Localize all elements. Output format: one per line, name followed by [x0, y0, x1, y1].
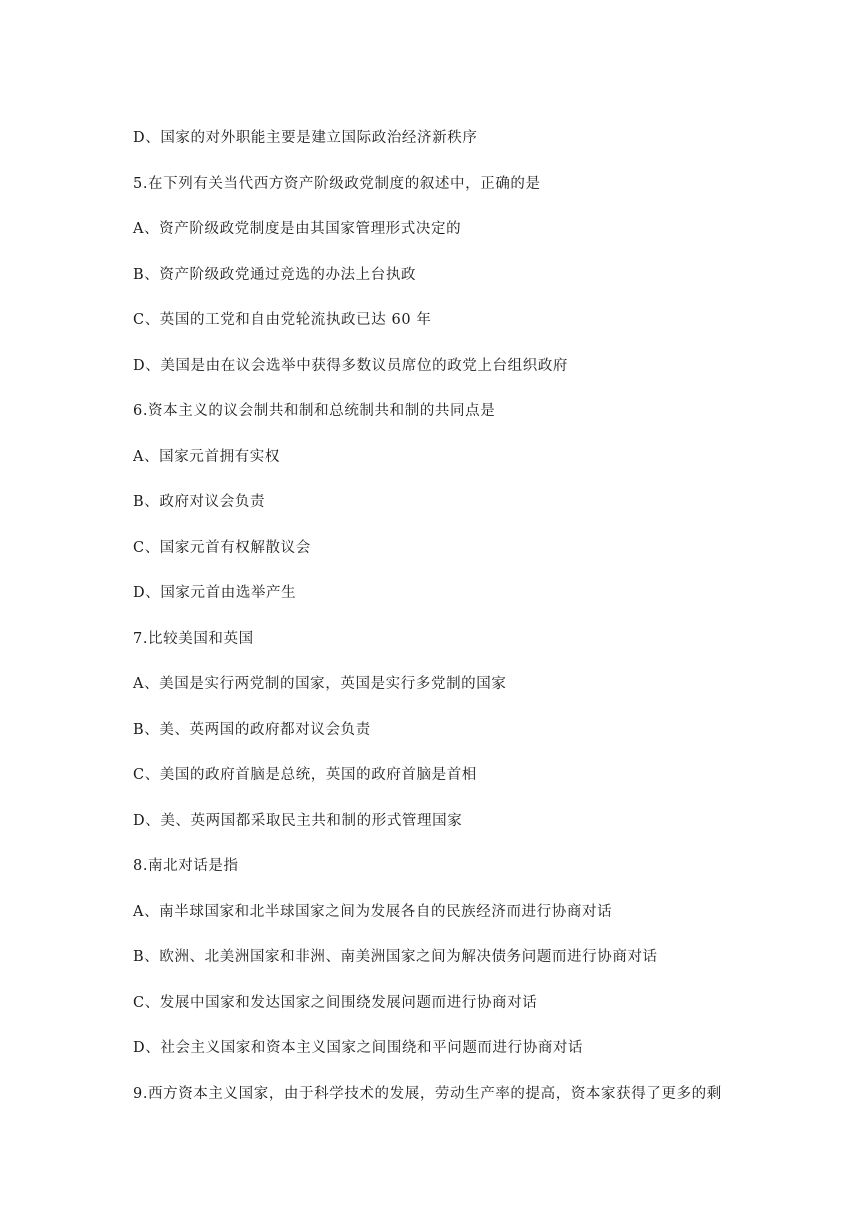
option-a-q7: A、美国是实行两党制的国家，英国是实行多党制的国家: [133, 676, 507, 692]
option-a-q8: A、南半球国家和北半球国家之间为发展各自的民族经济而进行协商对话: [133, 903, 613, 920]
option-b-q6: B、政府对议会负责: [133, 494, 266, 510]
option-c-q5: C、英国的工党和自由党轮流执政已达 60 年: [133, 312, 432, 328]
question-7: 7.比较美国和英国: [133, 630, 254, 647]
option-d-q6: D、国家元首由选举产生: [133, 585, 297, 601]
option-d-q5: D、美国是由在议会选举中获得多数议员席位的政党上台组织政府: [133, 357, 569, 374]
option-d-q8: D、社会主义国家和资本主义国家之间围绕和平问题而进行协商对话: [133, 1040, 584, 1056]
option-a-q5: A、资产阶级政党制度是由其国家管理形式决定的: [133, 221, 462, 237]
question-8: 8.南北对话是指: [133, 858, 239, 874]
option-c-q7: C、美国的政府首脑是总统，英国的政府首脑是首相: [133, 767, 477, 783]
option-b-q8: B、欧洲、北美洲国家和非洲、南美洲国家之间为解决债务问题而进行协商对话: [133, 949, 658, 965]
option-c-q8: C、发展中国家和发达国家之间围绕发展问题而进行协商对话: [133, 994, 538, 1011]
option-b-q7: B、美、英两国的政府都对议会负责: [133, 721, 371, 738]
option-b-q5: B、资产阶级政党通过竞选的办法上台执政: [133, 266, 417, 283]
option-a-q6: A、国家元首拥有实权: [133, 448, 280, 465]
question-6: 6.资本主义的议会制共和制和总统制共和制的共同点是: [133, 403, 496, 419]
option-d-q4: D、国家的对外职能主要是建立国际政治经济新秩序: [133, 130, 478, 146]
option-c-q6: C、国家元首有权解散议会: [133, 539, 311, 556]
question-9: 9.西方资本主义国家，由于科学技术的发展，劳动生产率的提高，资本家获得了更多的剩: [133, 1085, 722, 1102]
option-d-q7: D、美、英两国都采取民主共和制的形式管理国家: [133, 812, 463, 829]
question-5: 5.在下列有关当代西方资产阶级政党制度的叙述中，正确的是: [133, 175, 541, 192]
document-text-body: [133, 125, 773, 1126]
